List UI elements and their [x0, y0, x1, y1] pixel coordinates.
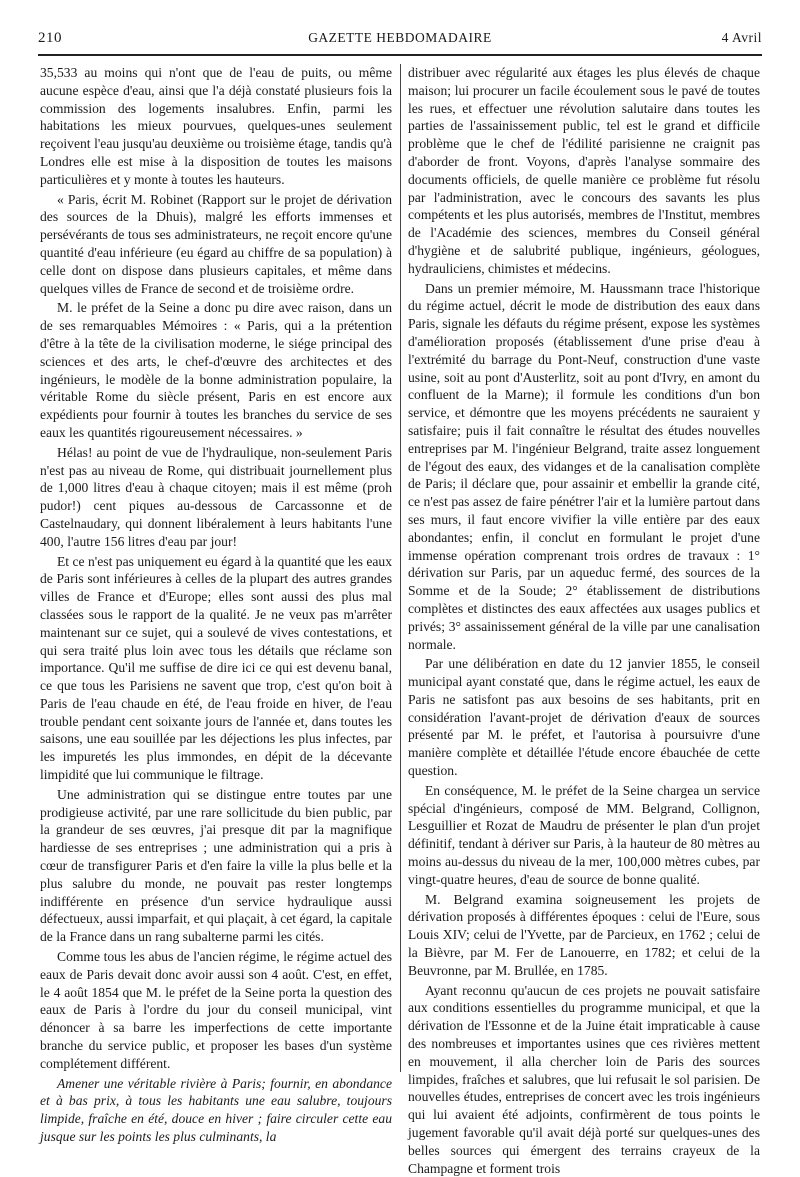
left-column [40, 64, 392, 1145]
paragraph: 35,533 au moins qui n'ont que de l'eau de puits, ou même aucune espèce d'eau, ainsi que l'a déjà constaté plusieurs fois la commission des logements insalubres. Enfin, parmi les habitations les mieux pourvues, quelques-unes seulement reçoivent l'eau jusqu'au deuxième ou troisième étage, tandis qu'à Londres elle est mise à la disposition de toutes les maisons particulières et y monte à toutes les hauteurs. [40, 65, 392, 187]
paragraph: Comme tous les abus de l'ancien régime, le régime actuel des eaux de Paris devait donc avoir aussi son 4 août. C'est, en effet, le 4 août 1854 que M. le préfet de la Seine porta la question des eaux de Paris à l'ordre du jour du conseil municipal, vint dénoncer à sa barre les imperfections de cette importante branche du service public, et proposer les bases d'un système complétement différent. [40, 949, 392, 1071]
paragraph: M. Belgrand examina soigneusement les projets de dérivation proposés à différentes époques : celui de l'Eure, sous Louis XIV; celui de l'Yvette, par de Parcieux, en 1762 ; celui de la Bièvre, par M. Fer de Lanouerre, en 1782; et celui de la Beuvronne, par M. Brullée, en 1785. [408, 891, 760, 978]
paragraph: M. le préfet de la Seine a donc pu dire avec raison, dans un de ses remarquables Mémoires : « Paris, qui a la prétention d'être à la tête de la civilisation moderne, le siége principal des sciences et des arts, le chef-d'œuvre des architectes et des ingénieurs, le modèle de la bonne administration populaire, la véritable Rome du siècle présent, Paris en est encore aux expédients pour fournir à toutes les branches du service de ses eaux les quantités rigoureusement nécessaires. » [40, 300, 392, 440]
running-header [38, 30, 762, 48]
paragraph: En conséquence, M. le préfet de la Seine chargea un service spécial d'ingénieurs, composé de MM. Belgrand, Collignon, Lesguillier et Rozat de Maudru de présenter le plan d'un projet définitif, tendant à dériver sur Paris, à la hauteur de 80 mètres au moins au-dessus du niveau de la mer, 100,000 mètres cubes, par vingt-quatre heures, d'eau de source de bonne qualité. [408, 782, 760, 887]
paragraph: Une administration qui se distingue entre toutes par une prodigieuse activité, par une rare sollicitude du bien public, par la grandeur de ses œuvres, j'ai presque dit par la magnifique hardiesse de ses entreprises ; une administration qui a pris à cœur de transfigurer Paris et d'en faire la ville la plus belle et la plus salubre du monde, ne pouvait pas rester longtemps indifférente en présence d'un service hydraulique aussi défectueux, aussi imparfait, et qui plaçait, à cet égard, la capitale de la France dans un rang subalterne parmi les cités. [40, 786, 392, 945]
paragraph: Et ce n'est pas uniquement eu égard à la quantité que les eaux de Paris sont inférieures à celles de la plupart des autres grandes villes de France et d'Europe; elles sont aussi des plus mal classées sous le rapport de la qualité. Je ne veux pas m'arrêter maintenant sur ce sujet, qui a soulevé de vives contestations, et qui sera traité plus loin avec tous les détails que réclame son importance. Qu'il me suffise de dire ici ce qui est devenu banal, ce que tous les Parisiens ne savent que trop, c'est qu'on boit à Paris de l'eau chaude en été, de l'eau froide en hiver, de l'eau trouble pendant cent soixante jours de l'année et, dans toutes les saisons, une eau souillée par les déjections les plus infectes, par les impuretés les plus immondes, en dépit de la décevante limpidité que lui communique le filtrage. [40, 553, 392, 783]
right-column [408, 64, 760, 1176]
paragraph: Hélas! au point de vue de l'hydraulique, non-seulement Paris n'est pas au niveau de Rome, qui distribuait journellement plus de 1,000 litres d'eau à chaque citoyen; mais il est même (proh pudor!) cent piques au-dessous de Carcassonne et de Castelnaudary, qui donnent libéralement à leurs habitants l'une 400, l'autre 156 litres d'eau par jour! [40, 444, 392, 549]
journal-title: GAZETTE HEBDOMADAIRE [308, 30, 492, 45]
paragraph: Par une délibération en date du 12 janvier 1855, le conseil municipal ayant constaté que, dans le régime actuel, les eaux de Paris ne satisfont pas aux besoins de ses habitants, prit en considération l'avant-projet de dérivation d'eaux de sources présenté par M. le préfet, et l'autorisa à poursuivre d'une manière complète et détaillée l'étude encore ébauchée de cette question. [408, 656, 760, 779]
column-divider [400, 64, 401, 1072]
paragraph: Amener une véritable rivière à Paris; fournir, en abondance et à bas prix, à tous les habitants une eau salubre, toujours limpide, fraîche en été, douce en hiver ; faire circuler cette eau jusque sur les points les plus culminants, la [40, 1075, 392, 1145]
paragraph: Ayant reconnu qu'aucun de ces projets ne pouvait satisfaire aux conditions essentielles du programme municipal, et que la dérivation de l'Essonne et de la Juine était impraticable à cause des nombreuses et importantes usines que ces rivières mettent en mouvement, il alla chercher loin de Paris des sources limpides, fraîches et salubres, que lui refusait le sol parisien. De nouvelles études, entreprises de concert avec les trois ingénieurs qui lui avaient été adjoints, confirmèrent de tous points le jugement favorable qu'il avait déjà porté sur quelques-unes des belles sources qui émergent des terrains crayeux de la Champagne et forment trois [408, 982, 760, 1176]
paragraph: Dans un premier mémoire, M. Haussmann trace l'historique du régime actuel, décrit le mode de distribution des eaux dans Paris, signale les défauts du régime présent, expose les systèmes d'amélioration proposés (établissement d'une prise d'eau à l'extrémité du barrage du Pont-Neuf, construction d'une vaste usine, soit au pont d'Austerlitz, soit au pont d'Ivry, en amont du confluent de la Marne); il formule les conditions d'un bon service, et démontre que les moyens précédents ne sauraient y satisfaire; puis il fait connaître le résultat des études nouvelles entreprises par M. l'ingénieur Belgrand, traite assez longuement de l'égout des eaux, des vidanges et de la canalisation complète de Paris; il déclare que, pour assainir et embellir la grande cité, ce n'est pas assez de faire pénétrer l'air et la lumière partout dans ses murs, il faut encore vivifier la ville entière par des eaux abondantes; enfin, il conclut en formulant le projet d'une immense opération comprenant trois ordres de travaux : 1° dérivation sur Paris, par un aqueduc fermé, des sources de la Somme et de la Soude; 2° établissement de distributions complètes et distinctes des eaux affectées aux usages publics et privés; 3° assainissement général de la ville par une canalisation normale. [408, 280, 760, 652]
issue-date: 4 Avril [721, 30, 762, 45]
paragraph: « Paris, écrit M. Robinet (Rapport sur le projet de dérivation des sources de la Dhuis), malgré les efforts immenses et persévérants de tous ses administrateurs, ne reçoit encore qu'une quantité d'eau inférieure (eu égard au chiffre de sa population) à celle dont on dispose dans plusieurs capitales, et même dans quelques villes de France de second et de troisième ordre. [40, 191, 392, 296]
page-number: 210 [38, 30, 62, 46]
paragraph: distribuer avec régularité aux étages les plus élevés de chaque maison; lui procurer un facile écoulement sous le pavé de toutes les rues, et effectuer une révolution salutaire dans toutes les parties de l'assainissement public, tel est le grand et difficile problème que le chef de l'édilité parisienne ne craignit pas d'aborder de front. Voyons, d'après l'analyse sommaire des documents officiels, de quelle manière ce problème fut résolu par l'administration, avec le concours des savants les plus compétents et les plus autorisés, membres de l'Institut, membres de l'Académie des sciences, membres du Conseil général d'hygiène et de salubrité publique, ingénieurs, géologues, hydrauliciens, chimistes et médecins. [408, 65, 760, 276]
header-rule [38, 54, 762, 56]
